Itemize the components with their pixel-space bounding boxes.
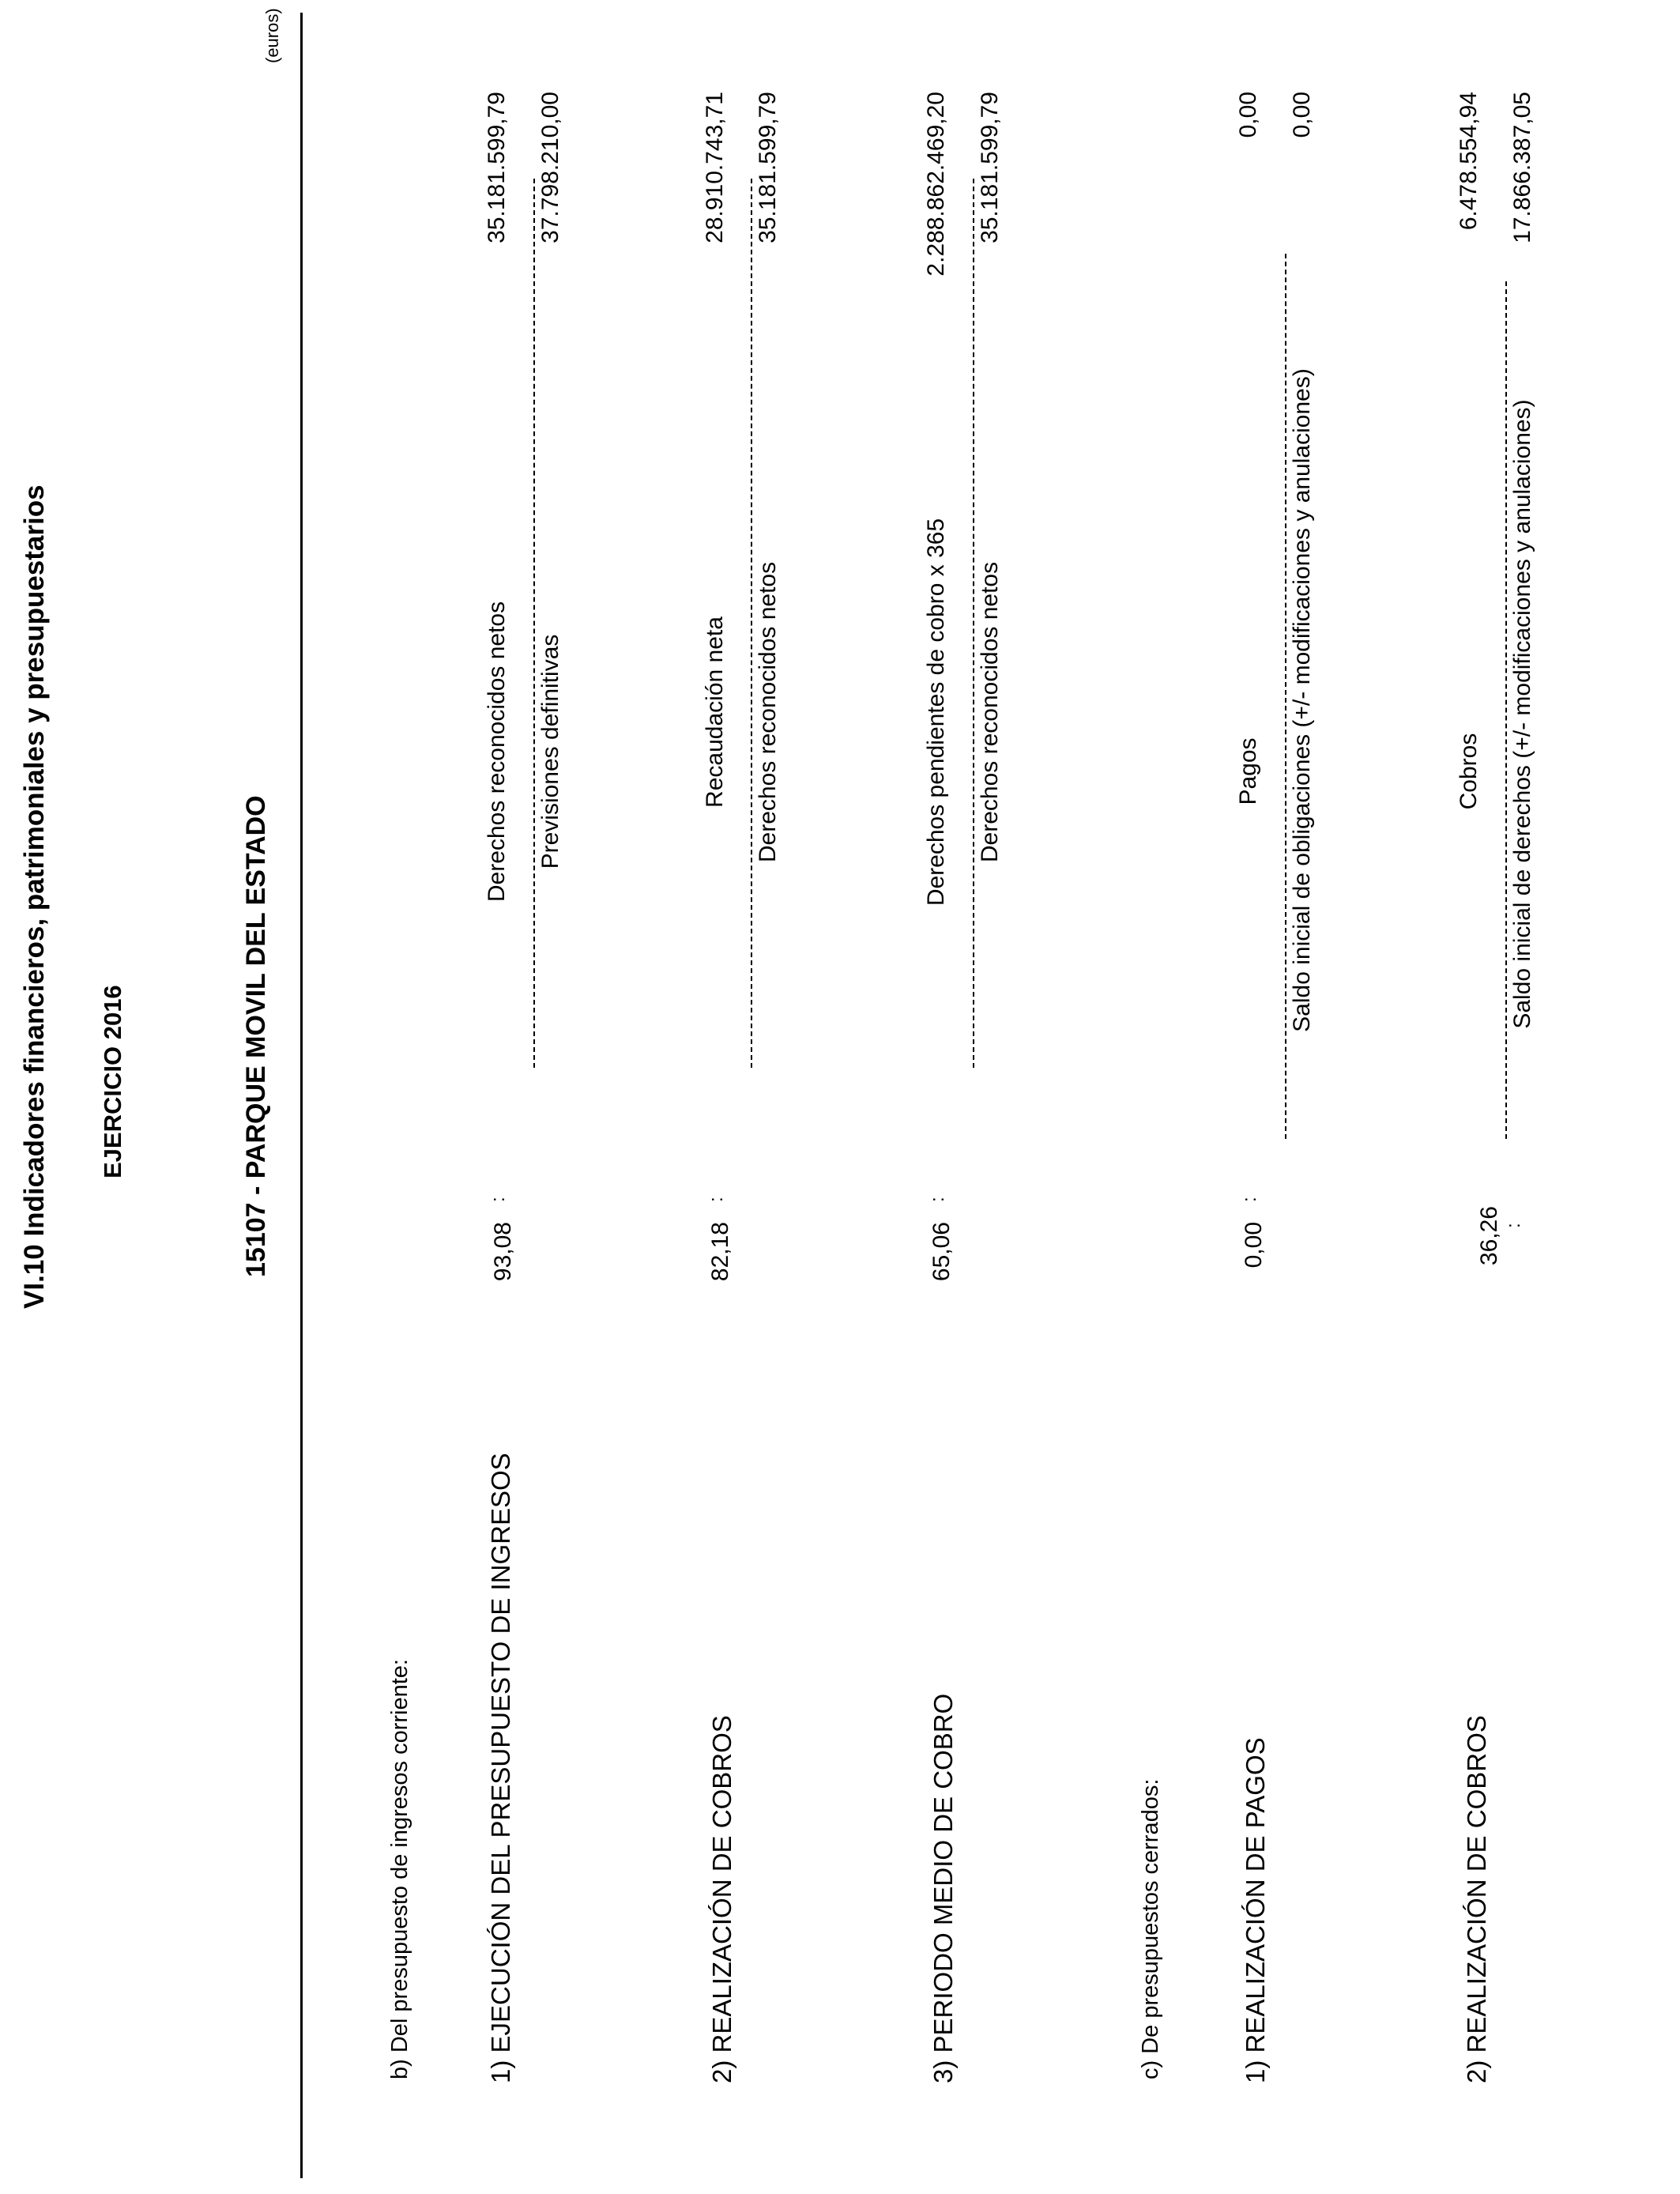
unit-label: (euros) [262,8,282,63]
numerator-label: Pagos [1235,737,1261,805]
denominator-value: 0,00 [1289,92,1315,138]
ejercicio-heading: EJERCICIO 2016 [99,985,126,1178]
denominator-label: Previsiones definitivas [537,634,563,869]
indicator-separator: : [927,1197,948,1202]
denominator-value: 17.866.387,05 [1509,92,1535,243]
indicator-name: 1) EJECUCIÓN DEL PRESUPUESTO DE INGRESOS [486,1453,515,2083]
fraction-line [973,179,974,1068]
indicator-separator: : [488,1197,509,1202]
numerator-label: Recaudación neta [702,616,728,808]
page-title: VI.10 Indicadores financieros, patrimoniales y presupuestarios [19,484,50,1309]
indicator-name: 3) PERIODO MEDIO DE COBRO [929,1693,958,2083]
entity-heading: 15107 - PARQUE MOVIL DEL ESTADO [241,795,271,1277]
numerator-value: 6.478.554,94 [1456,92,1482,231]
section-label: b) Del presupuesto de ingresos corriente: [387,1659,412,2079]
section-label: c) De presupuestos cerrados: [1138,1778,1163,2079]
denominator-value: 35.181.599,79 [755,92,781,243]
indicator-separator: : [1239,1197,1260,1202]
numerator-label: Cobros [1456,733,1482,810]
indicator-value: 82,18 [707,1222,733,1282]
indicator-name: 1) REALIZACIÓN DE PAGOS [1241,1737,1270,2083]
fraction-line [1505,281,1507,1139]
indicator-value: 0,00 [1241,1222,1267,1269]
denominator-label: Saldo inicial de derechos (+/- modificaciones y anulaciones) [1509,399,1535,1029]
indicator-name: 2) REALIZACIÓN DE COBROS [1462,1715,1491,2083]
fraction-line [1285,254,1286,1139]
denominator-value: 35.181.599,79 [977,92,1003,243]
numerator-value: 0,00 [1235,92,1261,138]
numerator-label: Derechos reconocidos netos [484,601,510,903]
numerator-value: 28.910.743,71 [702,92,728,243]
indicator-value: 65,06 [929,1222,955,1282]
indicator-value: 93,08 [490,1222,516,1282]
indicator-name: 2) REALIZACIÓN DE COBROS [707,1715,736,2083]
denominator-label: Derechos reconocidos netos [755,561,781,863]
numerator-value: 2.288.862.469,20 [923,92,949,277]
fraction-line [751,179,752,1068]
fraction-line [533,179,535,1068]
denominator-label: Derechos reconocidos netos [977,561,1003,863]
header-rule [300,13,303,2178]
denominator-label: Saldo inicial de obligaciones (+/- modificaciones y anulaciones) [1289,368,1315,1032]
indicator-value: 36,26 [1476,1206,1502,1266]
denominator-value: 37.798.210,00 [537,92,563,243]
numerator-label: Derechos pendientes de cobro x 365 [923,518,949,907]
numerator-value: 35.181.599,79 [484,92,510,243]
indicator-separator: : [1503,1223,1524,1228]
indicator-separator: : [706,1197,727,1202]
